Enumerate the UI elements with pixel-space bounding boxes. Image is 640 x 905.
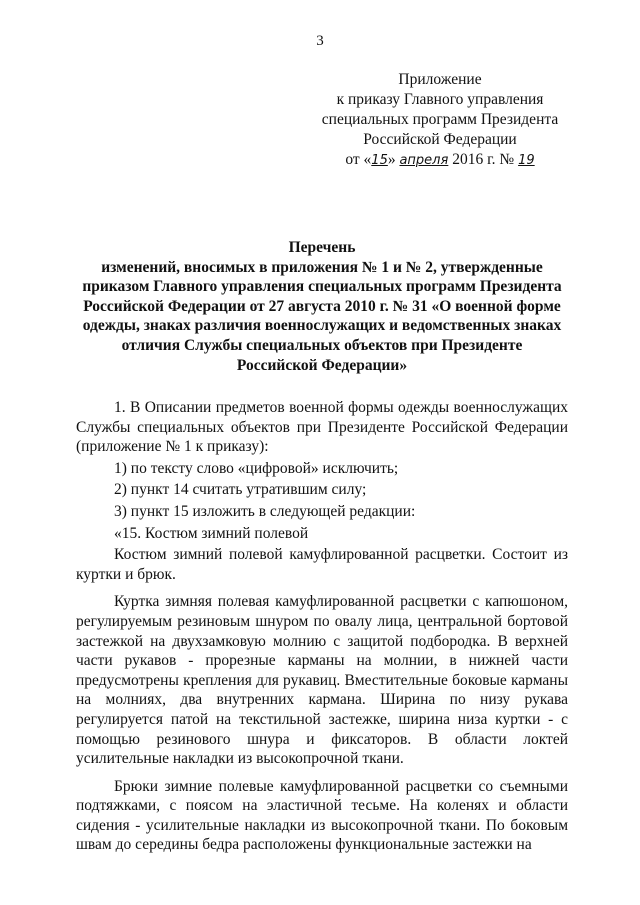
heading-title: Перечень [288,239,356,256]
appendix-date-line [300,150,580,171]
paragraph-description-intro: 1. В Описании предметов военной формы одежды военнослужащих Службы специальных объектов при Президенте Российской Федерации (приложение № 1 к приказу): [76,399,568,456]
paragraph-suit: Костюм зимний полевой камуфлированной расцветки. Состоит из куртки и брюк. [76,546,568,583]
heading-line: Российской Федерации» [236,356,408,374]
handwritten-month: апреля [399,153,449,168]
date-quote: » [387,151,396,168]
document-body [76,398,568,857]
handwritten-number: 19 [518,153,535,168]
heading-line: отличия Службы специальных объектов при Президенте [121,336,523,354]
appendix-block [300,70,580,171]
handwritten-day: 15 [371,153,388,168]
date-year: 2016 г. № [452,151,515,168]
date-prefix: от « [345,151,372,168]
list-item: 2) пункт 14 считать утратившим силу; [114,481,367,499]
document-heading [72,238,572,375]
list-item: 1) по тексту слово «цифровой» исключить; [114,459,399,477]
list-item: «15. Костюм зимний полевой [114,524,309,542]
paragraph-trousers: Брюки зимние полевые камуфлированной расцветки со съемными подтяжками, с поясом на эластичной тесьме. На коленях и области сидения - усилительные накладки из высокопрочной ткани. По боковым швам до середины бедра расположены функциональные застежки на [76,777,568,854]
appendix-title: Приложение [398,71,482,88]
heading-line: одежды, знаках различия военнослужащих и ведомственных знаках [82,317,562,335]
appendix-order-line: к приказу Главного управления [336,91,544,108]
paragraph-jacket: Куртка зимняя полевая камуфлированной расцветки с капюшоном, регулируемым резиновым шнуром по овалу лица, центральной бортовой застежкой на двухзамковую молнию с защитой подбородка. В верхней части рукавов - прорезные карманы на молнии, в нижней части предусмотрены крепления для рукавиц. Вместительные боковые карманы на молниях, два внутренних кармана. Ширина по низу рукава регулируется патой на текстильной застежке, ширина низа куртки - с помощью резинового шнура и фиксаторов. В области локтей усилительные накладки из высокопрочной ткани. [76,593,568,768]
page-number: 3 [316,33,324,49]
heading-line: приказом Главного управления специальных программ Президента [82,278,562,296]
appendix-federation-line: Российской Федерации [363,131,517,148]
heading-line: изменений, вносимых в приложения № 1 и № 2, утвержденные [101,258,543,276]
appendix-programs-line: специальных программ Президента [321,111,559,128]
list-item: 3) пункт 15 изложить в следующей редакции: [114,502,416,520]
heading-line: Российской Федерации от 27 августа 2010 г. № 31 «О военной форме [83,297,561,315]
